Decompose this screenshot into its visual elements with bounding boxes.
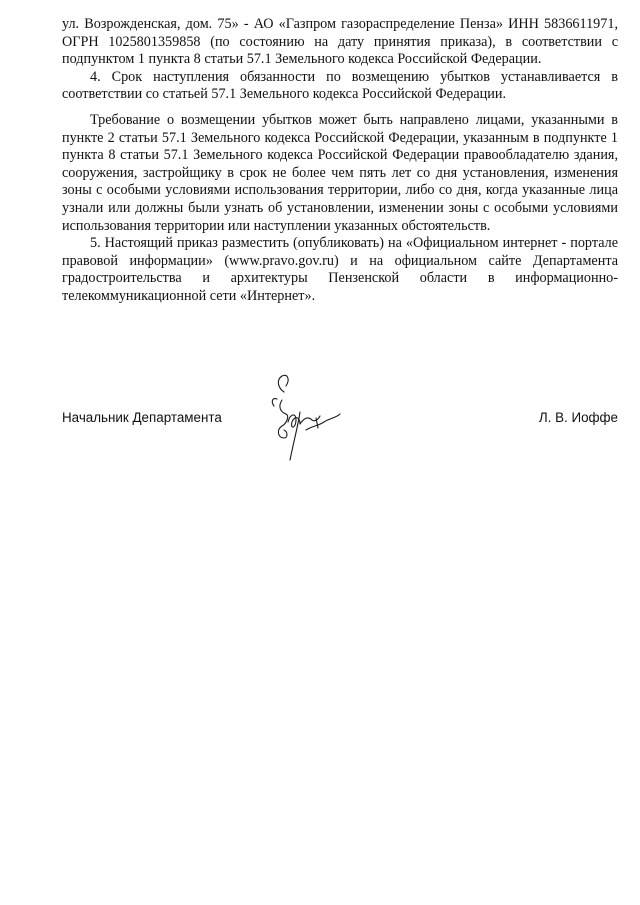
paragraph-item-5: 5. Настоящий приказ разместить (опубликовать) на «Официальном интернет - портале правовой информации» (www.pravo.gov.ru) и на официальном сайте Департамента градостроительства и архитектуры Пензенской области в информационно-телекоммуникационной сети «Интернет». <box>62 235 618 304</box>
signature-block <box>62 400 618 480</box>
paragraph-address-continuation: ул. Возрожденская, дом. 75» - АО «Газпром газораспределение Пенза» ИНН 5836611971, ОГРН 1025801359858 (по состоянию на дату принятия приказа), в соответствии с подпунктом 1 пункта 8 статьи 57.1 Земельного кодекса Российской Федерации. <box>62 16 618 68</box>
signatory-name: Л. В. Иоффе <box>538 410 618 425</box>
signatory-position: Начальник Департамента <box>62 410 222 425</box>
paragraph-item-4: 4. Срок наступления обязанности по возмещению убытков устанавливается в соответствии со статьей 57.1 Земельного кодекса Российской Федерации. <box>62 68 618 103</box>
handwritten-signature-icon <box>260 372 350 468</box>
document-body <box>62 16 618 306</box>
paragraph-compensation-claim: Требование о возмещении убытков может быть направлено лицами, указанными в пункте 2 статьи 57.1 Земельного кодекса Российской Федерации, указанным в подпункте 1 пункта 8 статьи 57.1 Земельного кодекса Российской Федерации правообладателю здания, сооружения, застройщику в срок не более чем пять лет со дня установления, изменения зоны с особыми условиями использования территории, либо со дня, когда указанные лица узнали или должны были узнать об установлении, изменении зоны с особыми условиями использования территории или наступлении указанных обстоятельств. <box>62 111 618 234</box>
